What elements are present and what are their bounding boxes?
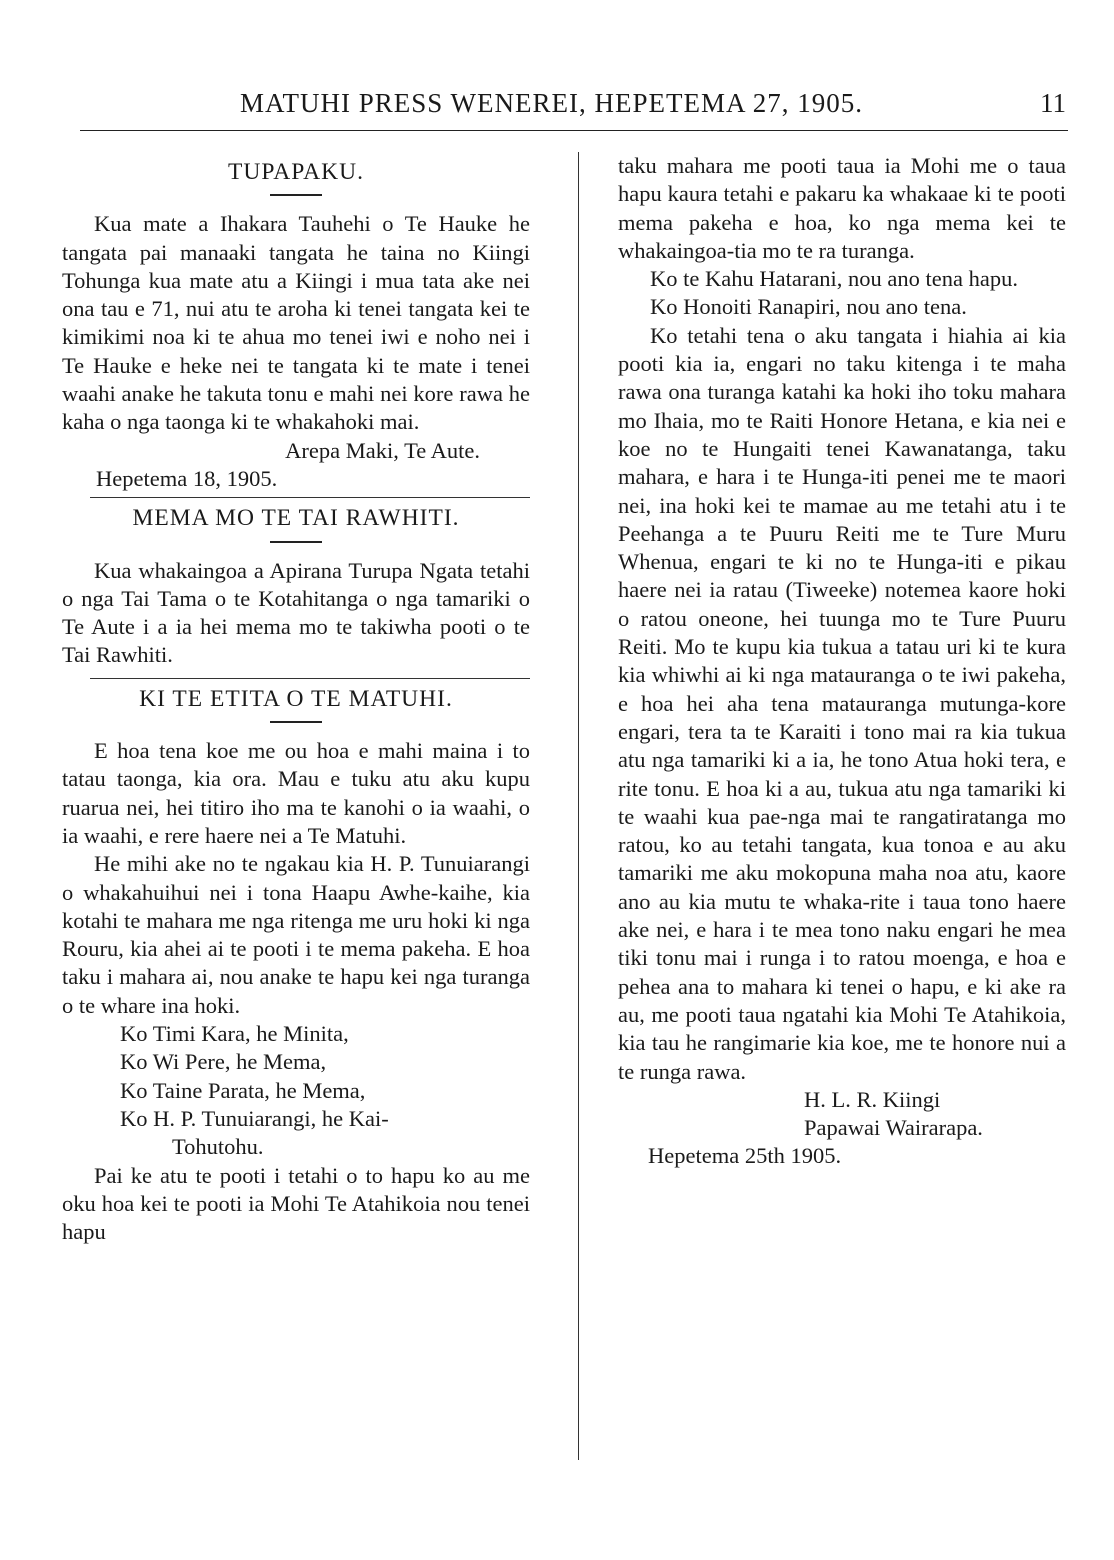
right-column [618,152,1066,1171]
article-mema [62,504,530,669]
article-body: Kua mate a Ihakara Tauhehi o Te Hauke he tangata pai manaaki tangata he taina no Kiingi Tohunga kua mate atu a Kiingi i mua tata ake nei ona tau e 71, nui atu te aroha ki tenei tangata kei te kimikimi noa ki te ahua mo tenei iwi e noho nei i Te Hauke e heke nei te tangata ki te mate i tenei waahi anake he takuta tonu e mahi nei kore rawa he kaha o nga taonga ki te whakahoki mai. [62,211,530,435]
article-heading: MEMA MO TE TAI RAWHITI. [132,505,460,532]
left-column [62,152,530,1246]
article-body: Kua whakaingoa a Apirana Turupa Ngata tetahi o nga Tai Tama o te Kotahitanga o nga tamariki o Te Aute i a ia hei mema mo te takiwha pooti o te Tai Rawhiti. [62,557,530,668]
heading-rule [270,194,322,196]
article-tupapaku [62,158,530,493]
list-item-continuation: Tohutohu. [172,1134,264,1160]
article-date: Hepetema 18, 1905. [96,465,278,491]
article-paragraph: taku mahara me pooti taua ia Mohi me o taua hapu kaura tetahi e pakaru ka whakaae ki te pooti mema pakeha e hoa, ko nga mema kei te whakaingoa-tia mo te ra turanga. [618,153,1066,263]
list-item: Ko Wi Pere, he Mema, [120,1049,327,1075]
list-item: Ko Timi Kara, he Minita, [120,1021,349,1047]
letter-date: Hepetema 25th 1905. [648,1143,842,1169]
page-header [80,88,1070,132]
heading-rule [270,541,322,543]
article-signature: Arepa Maki, Te Aute. [285,437,480,463]
column-divider [578,152,579,1460]
article-ki-te-etita [62,685,530,1247]
page-number: 11 [1040,88,1066,118]
letter-signature-place: Papawai Wairarapa. [804,1115,983,1141]
article-paragraph: Ko tetahi tena o aku tangata i hiahia ai kia pooti kia ia, engari no taku kitenga i te maha rawa ona turanga katahi ka hoki iho toku mahara mo Ihaia, mo te Raiti Honore Hetana, e kia nei e koe no te Hungaiti tenei Kawanatanga, taku mahara, e hara i te Hunga-iti penei me te maori nei, ina hoki kei te mamae au me tetahi atu i te Peehanga a te Puuru Reiti me te Ture Muru Whenua, engari te ki no te Hunga-iti e pikau haere nei ia ratau (Tiweeke) notemea kaore hoki o ratou oneone, hei tuunga mo te Ture Puuru Reiti. Mo te kupu kia tukua a tatau uri ki te kura kia whiwhi ai ki nga matauranga o te iwi pakeha, e hoa hei aha tena matauranga mutunga-kore engari, tera ta te Karaiti i tono mai ra kia tukua atu nga tamariki ki a ia, he tono Atua hoki tera, e rite tonu. E hoa ki a au, tukua atu nga tamariki ki te waahi kua pae-nga mai te rangatiratanga mo ratou, ko au tetahi tangata, kua tonoa e au aku tamariki me aku mokopuna maha noa atu, kaore ano au kia mutu te whaka-rite i taua tono haere ake nei, e hara i te mea tono naku engari he mea tiki tonu mai i runga i to ratou moenga, e hoa e pehea ana to mahara ki tenei o hapu, e ki ake ra au, me pooti taua ngatahi kia Mohi Te Atahikoia, kia tau he rangimarie kia koe, me te honore nui a te runga rawa. [618,322,1066,1084]
heading-rule [270,721,322,723]
article-paragraph: Pai ke atu te pooti i tetahi o to hapu ko au me oku hoa kei te pooti ia Mohi Te Atahikoia nou tenei hapu [62,1162,530,1245]
article-paragraph: He mihi ake no te ngakau kia H. P. Tunuiarangi o whakahuihui nei i tona Haapu Awhe-kaihe, kia kotahi te mahara me nga ritenga me uru hoki ki nga Rouru, kia ahei ai te pooti i te mema pakeha. E hoa taku i mahara ai, nou anake te hapu kei nga turanga o te whare ina hoki. [62,851,530,1018]
list-item: Ko H. P. Tunuiarangi, he Kai- [120,1105,389,1131]
article-paragraph: E hoa tena koe me ou hoa e mahi maina i to tatau taonga, kia ora. Mau e tuku atu aku kupu ruarua nei, hei titiro iho ma te kanohi o ia waahi, o ia waahi, e rere haere nei a Te Matuhi. [62,738,530,848]
section-rule [90,678,530,679]
section-rule [90,497,530,498]
letter-signature-name: H. L. R. Kiingi [804,1086,941,1112]
newspaper-header-title: MATUHI PRESS WENEREI, HEPETEMA 27, 1905. [240,88,864,118]
article-paragraph: Ko te Kahu Hatarani, nou ano tena hapu. [650,266,1018,292]
article-heading: KI TE ETITA O TE MATUHI. [139,685,453,712]
header-rule [80,130,1068,131]
list-item: Ko Taine Parata, he Mema, [120,1077,366,1103]
article-heading: TUPAPAKU. [228,159,364,185]
article-paragraph: Ko Honoiti Ranapiri, nou ano tena. [650,294,967,320]
